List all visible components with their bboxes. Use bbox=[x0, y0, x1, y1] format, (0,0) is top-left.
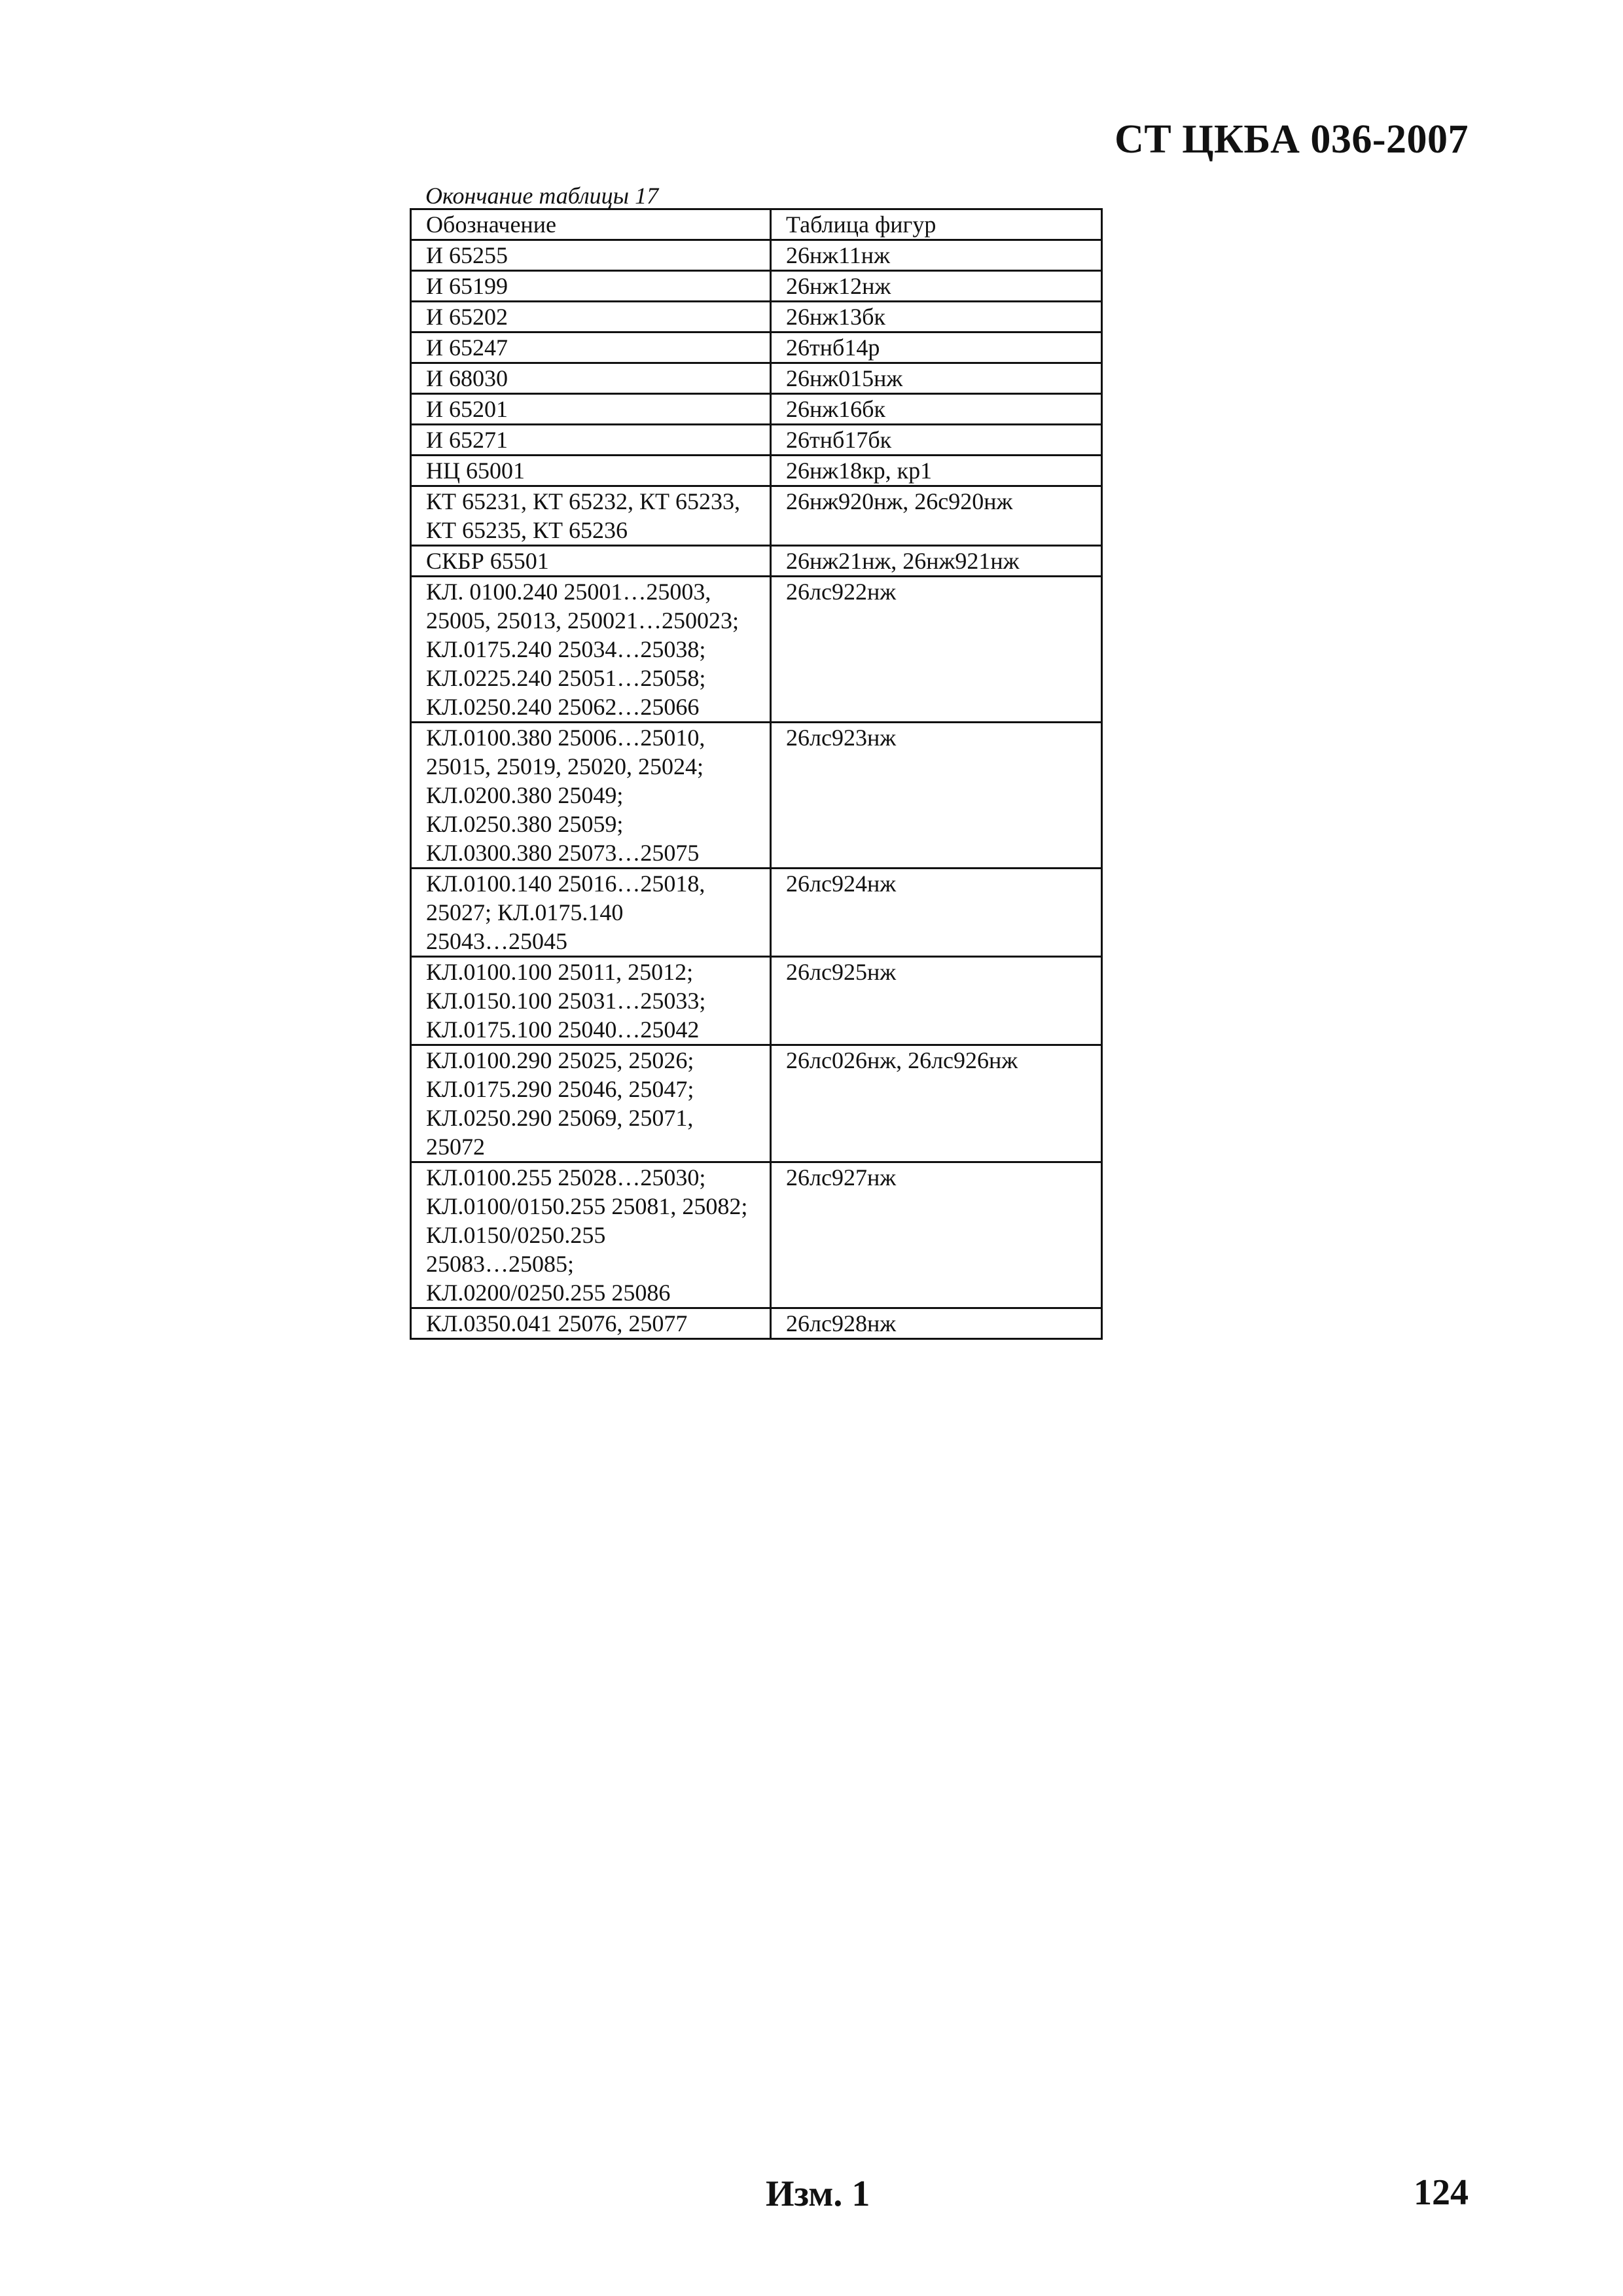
table-caption: Окончание таблицы 17 bbox=[425, 183, 659, 209]
designation-text: КЛ.0100.140 25016…25018, bbox=[426, 870, 705, 897]
table-row bbox=[411, 486, 1102, 546]
designation-text: КЛ.0175.100 25040…25042 bbox=[426, 1016, 700, 1043]
figures-text: 26нж16бк bbox=[786, 396, 885, 422]
table-header-row bbox=[411, 209, 1102, 240]
figures-cell bbox=[771, 577, 1102, 723]
designation-cell bbox=[411, 240, 771, 271]
designation-text: КТ 65231, КТ 65232, КТ 65233, bbox=[426, 488, 741, 514]
figures-cell bbox=[771, 240, 1102, 271]
designation-text: 25027; КЛ.0175.140 bbox=[426, 899, 624, 925]
designation-cell bbox=[411, 957, 771, 1045]
designation-text: КЛ.0225.240 25051…25058; bbox=[426, 665, 706, 691]
figures-text: 26лс925нж bbox=[786, 959, 897, 985]
figures-cell bbox=[771, 1308, 1102, 1339]
designation-text: 25005, 25013, 250021…250023; bbox=[426, 607, 740, 634]
designation-text: КТ 65235, КТ 65236 bbox=[426, 517, 628, 543]
figures-text: 26лс026нж, 26лс926нж bbox=[786, 1047, 1018, 1073]
figures-text: 26тнб14р bbox=[786, 334, 880, 361]
designation-cell bbox=[411, 425, 771, 456]
designation-text: КЛ.0250.380 25059; bbox=[426, 811, 624, 837]
figures-cell bbox=[771, 456, 1102, 486]
designation-text: КЛ.0250.240 25062…25066 bbox=[426, 694, 700, 720]
designation-cell bbox=[411, 332, 771, 363]
designation-cell bbox=[411, 486, 771, 546]
figures-text: 26нж21нж, 26нж921нж bbox=[786, 548, 1020, 574]
designation-cell bbox=[411, 1162, 771, 1308]
column-header-designation: Обозначение bbox=[411, 209, 771, 240]
designation-cell bbox=[411, 302, 771, 332]
designation-text: НЦ 65001 bbox=[426, 457, 525, 484]
designation-text: СКБР 65501 bbox=[426, 548, 549, 574]
figures-cell bbox=[771, 302, 1102, 332]
designation-text: И 65199 bbox=[426, 273, 508, 299]
figures-cell bbox=[771, 363, 1102, 394]
designation-text: КЛ.0150.100 25031…25033; bbox=[426, 988, 706, 1014]
table-row bbox=[411, 394, 1102, 425]
designation-cell bbox=[411, 456, 771, 486]
designation-text: И 65247 bbox=[426, 334, 508, 361]
figures-table bbox=[410, 208, 1103, 1340]
figures-text: 26лс922нж bbox=[786, 579, 897, 605]
designation-text: 25083…25085; bbox=[426, 1251, 575, 1277]
designation-text: 25043…25045 bbox=[426, 928, 567, 954]
figures-text: 26тнб17бк bbox=[786, 427, 892, 453]
designation-cell bbox=[411, 1045, 771, 1162]
figures-cell bbox=[771, 957, 1102, 1045]
figures-cell bbox=[771, 394, 1102, 425]
designation-cell bbox=[411, 363, 771, 394]
table-body bbox=[411, 240, 1102, 1339]
figures-text: 26лс924нж bbox=[786, 870, 897, 897]
designation-cell bbox=[411, 394, 771, 425]
designation-text: И 65202 bbox=[426, 304, 508, 330]
figures-text: 26нж015нж bbox=[786, 365, 903, 391]
figures-cell bbox=[771, 1045, 1102, 1162]
designation-text: И 65201 bbox=[426, 396, 508, 422]
designation-text: И 65255 bbox=[426, 242, 508, 268]
designation-text: КЛ.0100.100 25011, 25012; bbox=[426, 959, 694, 985]
figures-cell bbox=[771, 425, 1102, 456]
page-number: 124 bbox=[1414, 2172, 1469, 2213]
designation-cell bbox=[411, 577, 771, 723]
designation-text: КЛ.0100.290 25025, 25026; bbox=[426, 1047, 694, 1073]
table-row bbox=[411, 1045, 1102, 1162]
figures-cell bbox=[771, 486, 1102, 546]
designation-cell bbox=[411, 869, 771, 957]
designation-text: КЛ.0175.240 25034…25038; bbox=[426, 636, 706, 662]
table-row bbox=[411, 957, 1102, 1045]
table-row bbox=[411, 363, 1102, 394]
designation-cell bbox=[411, 723, 771, 869]
figures-cell bbox=[771, 271, 1102, 302]
designation-text: КЛ.0100/0150.255 25081, 25082; bbox=[426, 1193, 748, 1219]
figures-text: 26лс927нж bbox=[786, 1164, 897, 1191]
figures-cell bbox=[771, 869, 1102, 957]
designation-text: КЛ.0350.041 25076, 25077 bbox=[426, 1310, 688, 1336]
figures-cell bbox=[771, 723, 1102, 869]
designation-text: И 68030 bbox=[426, 365, 508, 391]
designation-text: КЛ.0200.380 25049; bbox=[426, 782, 624, 808]
figures-cell bbox=[771, 546, 1102, 577]
table-row bbox=[411, 302, 1102, 332]
table-row bbox=[411, 332, 1102, 363]
table-row bbox=[411, 577, 1102, 723]
table-row bbox=[411, 425, 1102, 456]
designation-text: И 65271 bbox=[426, 427, 508, 453]
revision-label: Изм. 1 bbox=[766, 2174, 870, 2214]
table-row bbox=[411, 546, 1102, 577]
designation-text: КЛ.0100.380 25006…25010, bbox=[426, 725, 705, 751]
table-row bbox=[411, 723, 1102, 869]
designation-text: КЛ.0150/0250.255 bbox=[426, 1222, 606, 1248]
designation-text: КЛ.0300.380 25073…25075 bbox=[426, 840, 700, 866]
designation-text: 25015, 25019, 25020, 25024; bbox=[426, 753, 704, 780]
designation-text: КЛ. 0100.240 25001…25003, bbox=[426, 579, 711, 605]
figures-cell bbox=[771, 1162, 1102, 1308]
table-row bbox=[411, 869, 1102, 957]
table-row bbox=[411, 240, 1102, 271]
column-header-figures: Таблица фигур bbox=[771, 209, 1102, 240]
document-code: СТ ЦКБА 036-2007 bbox=[1115, 117, 1469, 162]
figures-text: 26лс928нж bbox=[786, 1310, 897, 1336]
table-row bbox=[411, 271, 1102, 302]
figures-text: 26нж920нж, 26с920нж bbox=[786, 488, 1013, 514]
designation-text: КЛ.0250.290 25069, 25071, bbox=[426, 1105, 694, 1131]
figures-text: 26лс923нж bbox=[786, 725, 897, 751]
designation-text: КЛ.0100.255 25028…25030; bbox=[426, 1164, 706, 1191]
table-row bbox=[411, 456, 1102, 486]
table-row bbox=[411, 1308, 1102, 1339]
figures-cell bbox=[771, 332, 1102, 363]
table-row bbox=[411, 1162, 1102, 1308]
designation-text: 25072 bbox=[426, 1134, 485, 1160]
figures-text: 26нж13бк bbox=[786, 304, 885, 330]
designation-cell bbox=[411, 271, 771, 302]
designation-cell bbox=[411, 1308, 771, 1339]
figures-text: 26нж18кр, кр1 bbox=[786, 457, 933, 484]
designation-cell bbox=[411, 546, 771, 577]
figures-text: 26нж11нж bbox=[786, 242, 890, 268]
figures-text: 26нж12нж bbox=[786, 273, 891, 299]
designation-text: КЛ.0200/0250.255 25086 bbox=[426, 1280, 671, 1306]
designation-text: КЛ.0175.290 25046, 25047; bbox=[426, 1076, 694, 1102]
